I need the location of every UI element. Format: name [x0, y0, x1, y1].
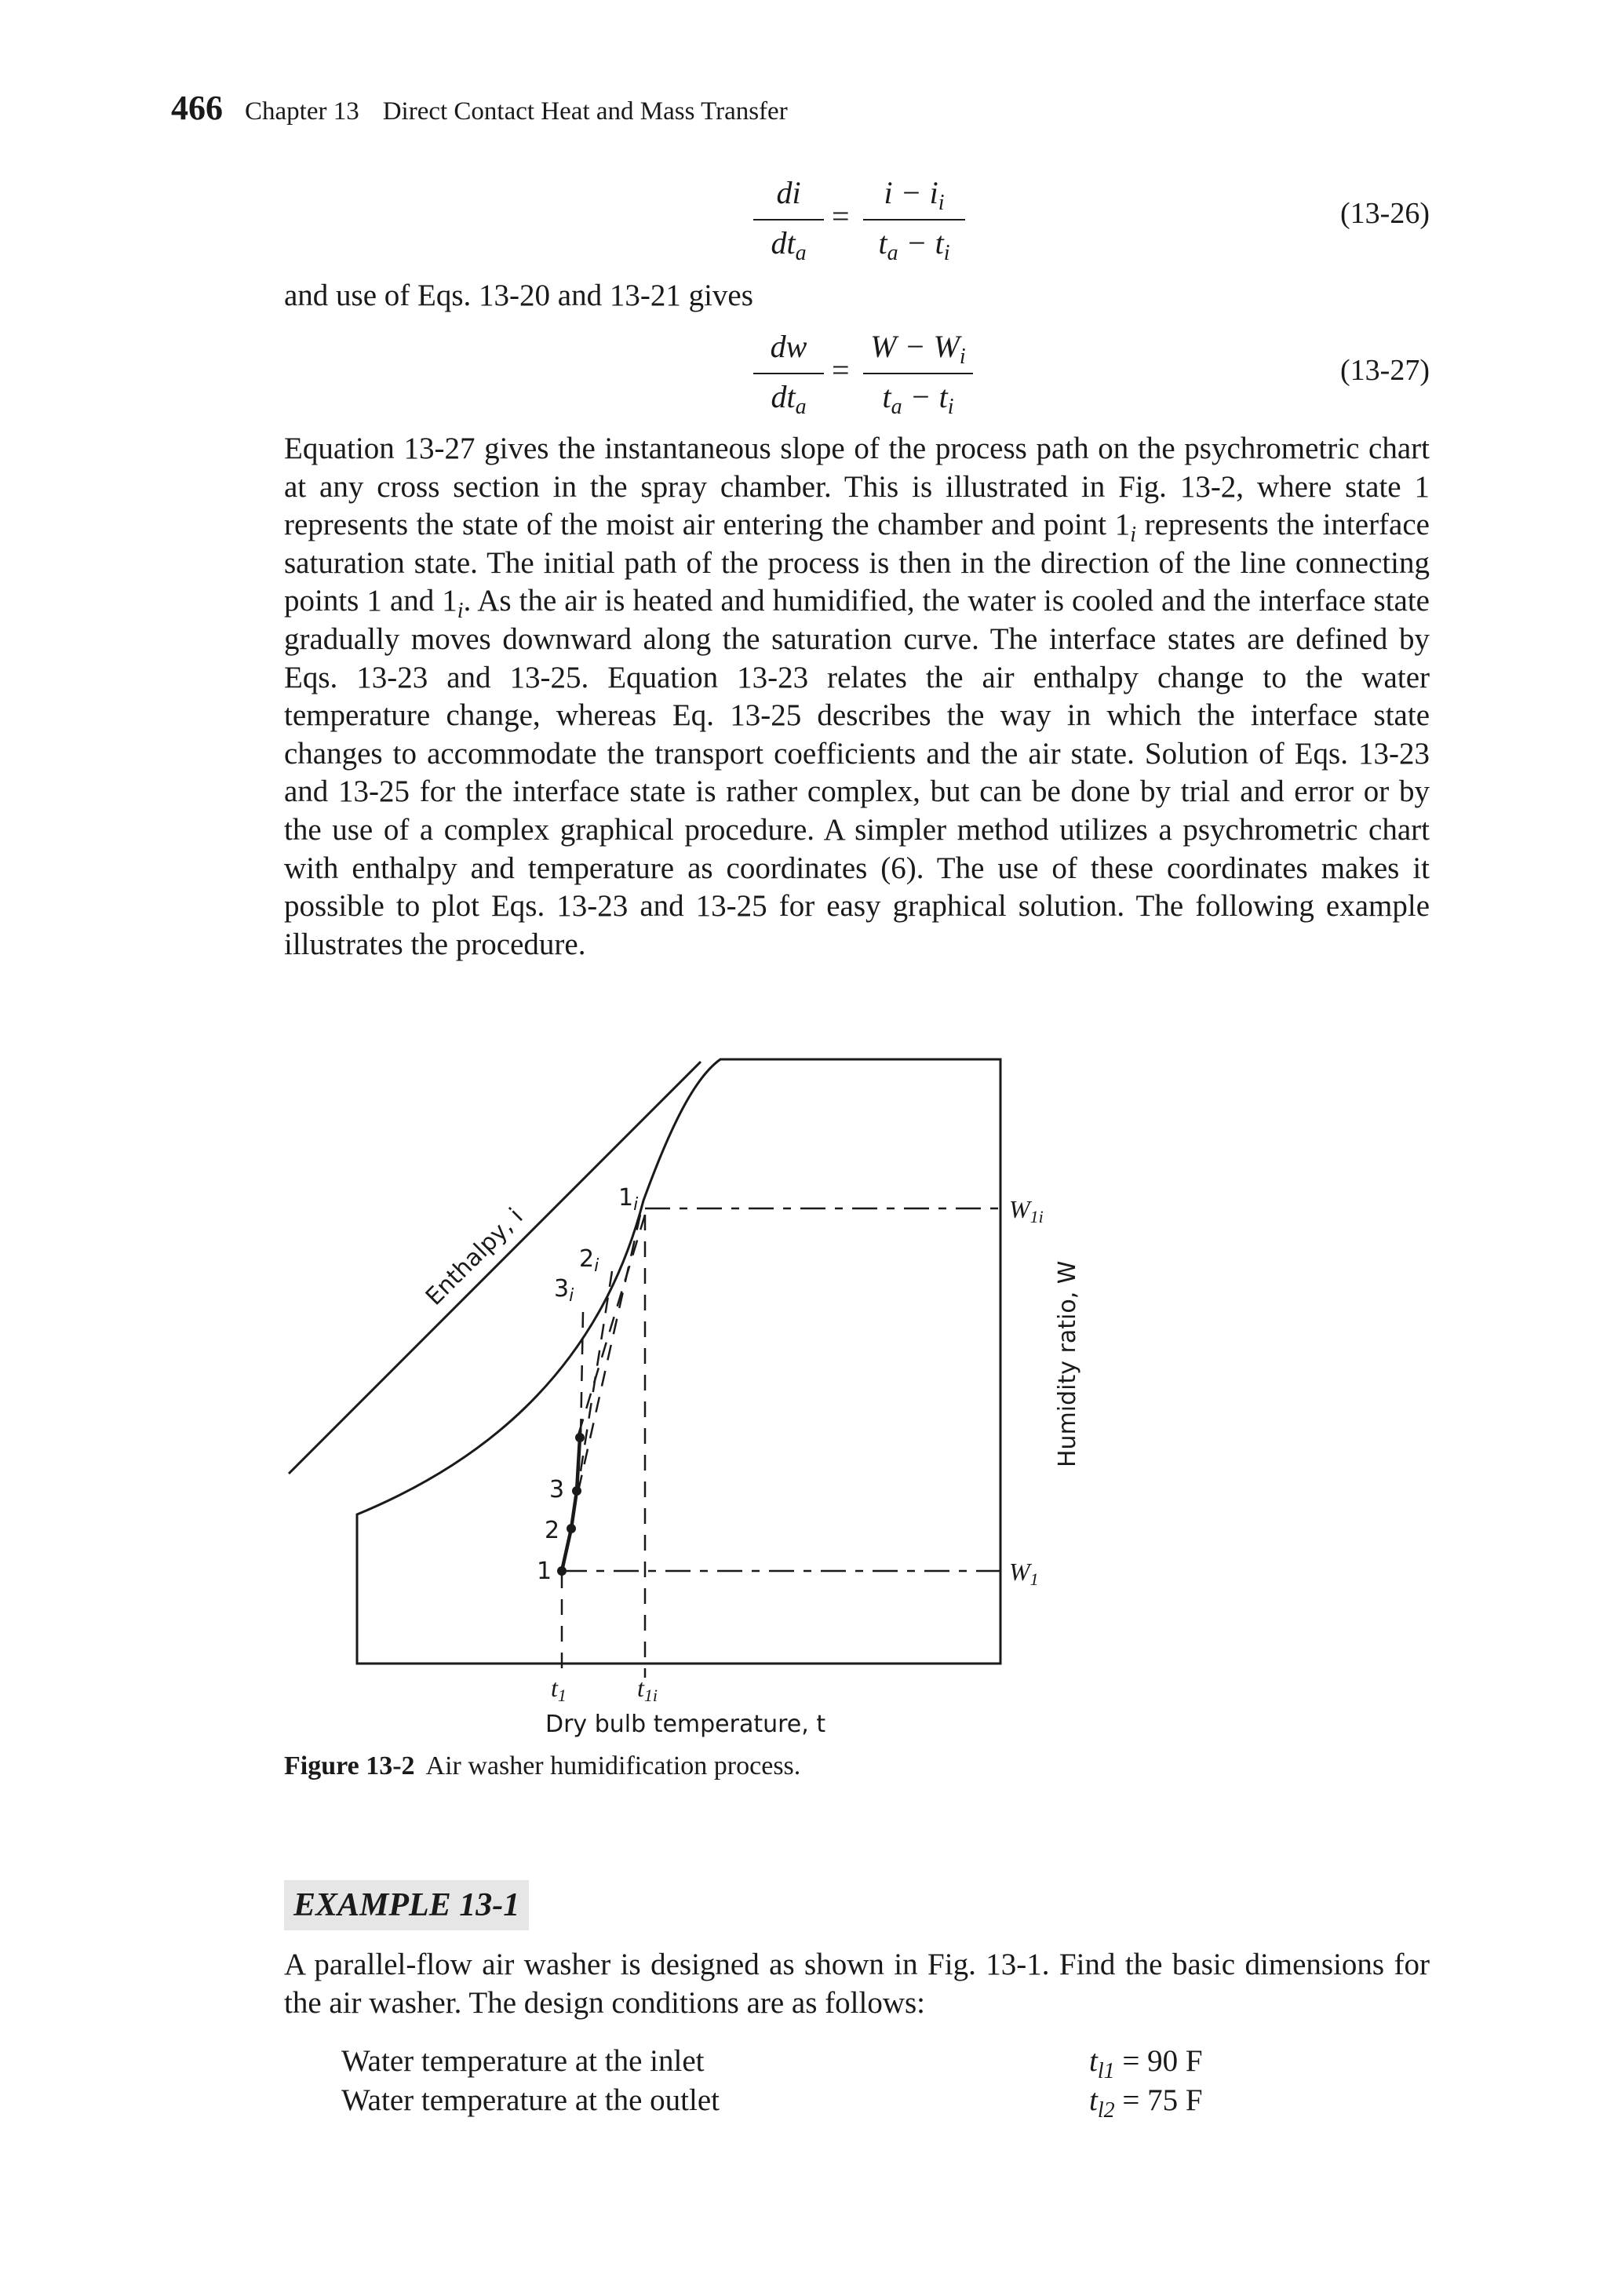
label-w1i: W1i: [1009, 1195, 1044, 1226]
tie-line-3: [581, 1312, 583, 1438]
chapter-number: Chapter 13: [245, 97, 359, 126]
label-point-2: 2: [545, 1517, 560, 1544]
eq26-rhs-denominator: $t_a - t_i$: [878, 225, 950, 265]
equation-13-27-label: (13-27): [1340, 354, 1430, 387]
eq27-rhs-fraction: [863, 328, 973, 430]
condition-value-inlet: $t_{l1} = 90$ F: [1089, 2044, 1203, 2083]
eq26-lhs-fraction: [753, 174, 824, 276]
eq26-lhs-denominator: $dt_a$: [771, 225, 807, 265]
state-3-point: [572, 1486, 581, 1496]
equation-13-26: [753, 174, 989, 276]
process-path: [562, 1438, 580, 1571]
label-point-1: 1: [537, 1558, 552, 1585]
eq26-rhs-fraction: [863, 174, 965, 276]
eq27-lhs-fraction: [753, 328, 824, 430]
eq26-rhs-numerator: $i - i_i$: [884, 175, 945, 215]
label-t1i: t1i: [637, 1674, 658, 1705]
condition-label-outlet: Water temperature at the outlet: [341, 2083, 720, 2117]
condition-label-inlet: Water temperature at the inlet: [341, 2044, 705, 2078]
eq27-rhs-numerator: $W - W_i$: [870, 329, 966, 369]
eq27-lhs-numerator: dw: [770, 329, 807, 364]
enthalpy-label: Enthalpy, i: [420, 1203, 529, 1311]
eq27-rhs-denominator: $t_a - t_i$: [882, 379, 954, 419]
text-between-equations: and use of Eqs. 13-20 and 13-21 gives: [284, 279, 753, 312]
state-1-point: [557, 1566, 567, 1576]
running-head: [245, 97, 788, 126]
figure-caption: [284, 1751, 800, 1781]
example-heading: EXAMPLE 13-1: [284, 1880, 529, 1930]
label-point-1i: $1_i$: [618, 1184, 639, 1215]
eq26-equals: =: [832, 199, 850, 234]
page-number: 466: [171, 89, 223, 127]
chapter-title: Direct Contact Heat and Mass Transfer: [382, 97, 788, 126]
eq27-lhs-denominator: $dt_a$: [771, 379, 807, 419]
label-point-3i: $3_i$: [554, 1275, 574, 1306]
state-4-point: [575, 1433, 585, 1442]
page-header: [171, 88, 788, 135]
equation-13-26-label: (13-26): [1340, 197, 1430, 230]
x-axis-label: Dry bulb temperature, t: [545, 1711, 826, 1738]
label-t1: t1: [551, 1674, 567, 1705]
label-w1: W1: [1009, 1558, 1039, 1589]
humidity-label: Humidity ratio, W: [1054, 1260, 1081, 1467]
label-point-2i: $2_i$: [579, 1245, 599, 1276]
condition-value-outlet: $t_{l2} = 75$ F: [1089, 2083, 1203, 2123]
saturation-curve: [357, 1059, 1000, 1664]
figure-13-2: [267, 1044, 1099, 1750]
label-point-3: 3: [549, 1476, 565, 1503]
example-paragraph: A parallel-flow air washer is designed as shown in Fig. 13-1. Find the basic dimensions for the air washer. The design conditions are as follows:: [284, 1948, 1430, 2020]
enthalpy-line: [289, 1062, 701, 1474]
state-2-point: [567, 1524, 576, 1533]
body-paragraph: Equation 13-27 gives the instantaneous slope of the process path on the psychrometric chart at any cross section in the spray chamber. This is illustrated in Fig. 13-2, where state 1 represents the state of the moist air entering the chamber and point $1_i$ represents the interface saturation state. The initial path of the process is then in the direction of the line connecting points 1 and $1_i$. As the air is heated and humidified, the water is cooled and the interface state gradually moves downward along the saturation curve. The interface states are defined by Eqs. 13-23 and 13-25. Equation 13-23 relates the air enthalpy change to the water temperature change, whereas Eq. 13-25 describes the way in which the interface state changes to accommodate the transport coefficients and the air state. Solution of Eqs. 13-23 and 13-25 for the interface state is rather complex, but can be done by trial and error or by the use of a complex graphical procedure. A simpler method utilizes a psychrometric chart with enthalpy and temperature as coordinates (6). The use of these coordinates makes it possible to plot Eqs. 13-23 and 13-25 for easy graphical solution. The following example illustrates the procedure.: [284, 432, 1430, 961]
eq27-equals: =: [832, 352, 850, 388]
equation-13-27: [753, 328, 989, 430]
figure-caption-text: Air washer humidification process.: [425, 1751, 801, 1780]
eq26-lhs-numerator: di: [776, 175, 801, 210]
figure-caption-label: Figure 13-2: [284, 1751, 415, 1780]
